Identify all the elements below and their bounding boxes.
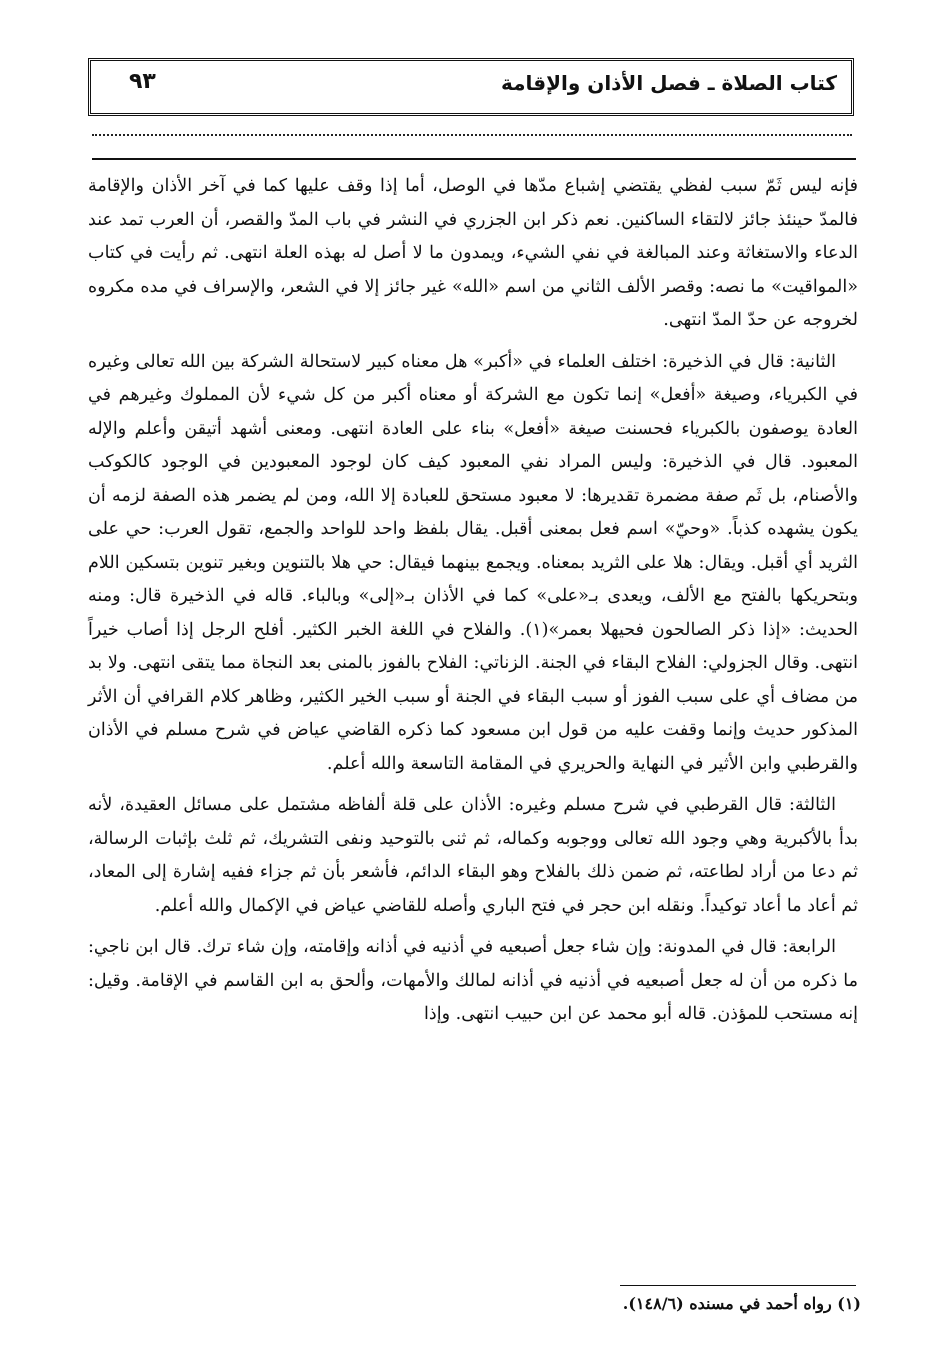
paragraph-fourth: الرابعة: قال في المدونة: وإن شاء جعل أصبعيه في أذنيه في أذانه وإقامته، وإن شاء ترك. قال ابن ناجي: ما ذكره من أن له جعل أصبعيه في أذنيه في أذانه لمالك والأمهات، وألحق به ابن القاسم في الإقامة. وقيل: إنه مستحب للمؤذن. قاله أبو محمد عن ابن حبيب انتهى. وإذا	[88, 937, 858, 1024]
main-text	[88, 170, 858, 1040]
page-number: ٩٣	[129, 69, 156, 94]
chapter-title: كتاب الصلاة ـ فصل الأذان والإقامة	[500, 71, 837, 95]
dotted-divider	[92, 134, 852, 136]
footnote-rule	[620, 1285, 856, 1286]
header-rule	[92, 158, 856, 160]
running-header	[88, 58, 854, 116]
paragraph-third: الثالثة: قال القرطبي في شرح مسلم وغيره: الأذان على قلة ألفاظه مشتمل على مسائل العقيدة، لأنه بدأ بالأكبرية وهي وجود الله تعالى ووجوبه وكماله، ثم ثنى بالتوحيد ونفى التشريك، ثم ثلث بإثبات الرسالة، ثم دعا من أراد لطاعته، ثم ضمن ذلك بالفلاح وهو البقاء الدائم، فأشعر بأن ثم جزاء ففيه إشارة إلى المعاد، ثم أعاد ما أعاد توكيداً. ونقله ابن حجر في فتح الباري وأصله للقاضي عياض في الإكمال والله أعلم.	[88, 795, 858, 916]
paragraph-second: الثانية: قال في الذخيرة: اختلف العلماء في «أكبر» هل معناه كبير لاستحالة الشركة بين الله تعالى وغيره في الكبرياء، وصيغة «أفعل» إنما تكون مع الشركة أو معناه أكبر من كل شيء لأن المملوك وغيرهم في العادة يوصفون بالكبرياء فحسنت صيغة «أفعل» بناء على العادة انتهى. ومعنى أشهد أتيقن وأعلم والإله المعبود. قال في الذخيرة: وليس المراد نفي المعبود كيف كان لوجود المعبودين في الوجود كالكوكب والأصنام، بل ثَم صفة مضمرة تقديرها: لا معبود مستحق للعبادة إلا الله، ومن لم يضمر هذه الصفة لزمه أن يكون يشهده كذباً. «وحيّ» اسم فعل بمعنى أقبل. يقال بلفظ واحد للواحد والجمع، تقول العرب: حي على الثريد أي أقبل. ويقال: هلا على الثريد بمعناه. ويجمع بينهما فيقال: حي هلا بالتنوين وبغير تنوين بتسكين اللام وبتحريكها بالفتح مع الألف، ويعدى بـ«على» كما في الأذان بـ«إلى» وبالباء. قاله في الذخيرة قال: ومنه الحديث: «إذا ذكر الصالحون فحيهلا بعمر»(١). والفلاح في اللغة الخبر الكثير. أفلح الرجل إذا أصاب خيراً انتهى. وقال الجزولي: الفلاح البقاء في الجنة. الزناتي: الفلاح بالفوز بالمنى بعد النجاة مما يتقى انتهى. ولا بد من مضاف أي على سبب الفوز أو سبب البقاء في الجنة أو سبب الخير الكثير، وظاهر كلام القرافي أن الأثر المذكور حديث وإنما وقفت عليه من قول ابن مسعود كما ذكره القاضي عياض في شرح مسلم في الأذان والقرطبي وابن الأثير في النهاية والحريري في المقامة التاسعة والله أعلم.	[88, 351, 859, 774]
footnote: (١) رواه أحمد في مسنده (١٤٨/٦).	[622, 1294, 861, 1313]
paragraph-continuation: فإنه ليس ثَمّ سبب لفظي يقتضي إشباع مدّها في الوصل، أما إذا وقف عليها كما في آخر الأذان والإقامة فالمدّ حينئذ جائز لالتقاء الساكنين. نعم ذكر ابن الجزري في النشر في باب المدّ والقصر، أن العرب تمد عند الدعاء والاستغاثة وعند المبالغة في نفي الشيء، ويمدون ما لا أصل له بهذه العلة انتهى. ثم رأيت في كتاب «المواقيت» ما نصه: وقصر الألف الثاني من اسم «الله» غير جائز إلا في الشعر، والإسراف في مده مكروه لخروجه عن حدّ المدّ انتهى.	[88, 176, 858, 330]
